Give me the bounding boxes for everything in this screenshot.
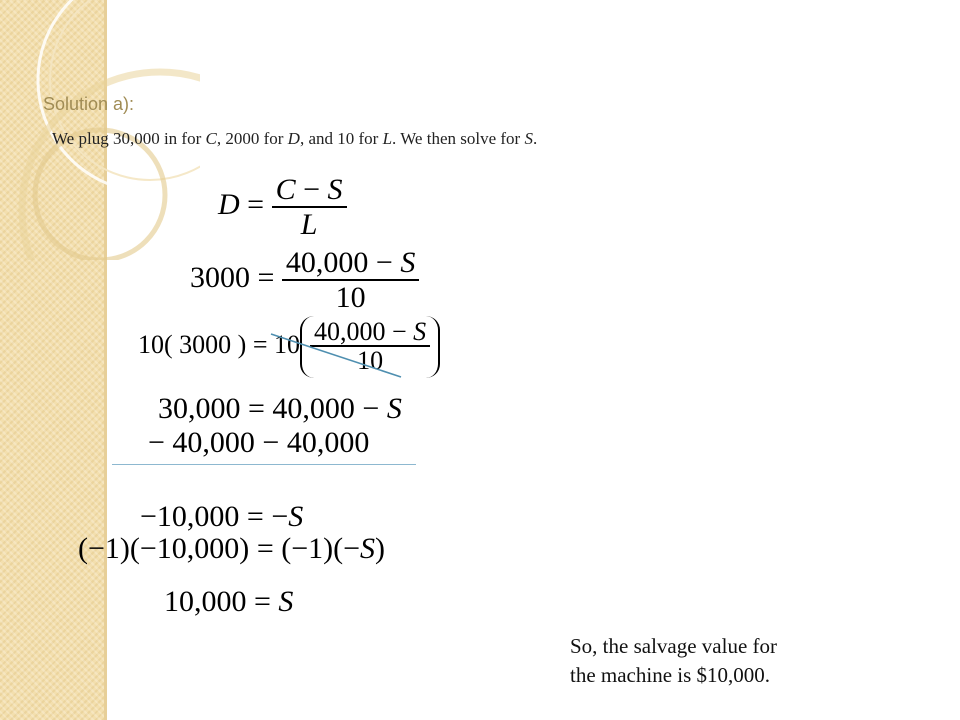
equation-simplified: 30,000 = 40,000 − S bbox=[158, 392, 402, 425]
equation-multiply-both-sides: 10( 3000 ) = 10 $\frac{40,000 - S}{10}$ bbox=[138, 316, 440, 378]
conclusion-text bbox=[570, 632, 860, 690]
equation-subtract-step: − 40,000 − 40,000 bbox=[148, 426, 370, 459]
conclusion-line-1: So, the salvage value for bbox=[570, 634, 778, 658]
conclusion-line-2: the machine is $10,000. bbox=[570, 663, 771, 687]
equation-multiply-negative-one: (−1)(−10,000) = (−1)(−S) bbox=[78, 532, 386, 565]
problem-statement: We plug 30,000 in for C, 2000 for D, and 10 for L. We then solve for S. bbox=[52, 129, 538, 148]
equation-difference: −10,000 = −S bbox=[140, 500, 304, 533]
equation-depreciation-formula: D = $\frac{C - S}{L}$ bbox=[218, 174, 347, 241]
slide-title: Solution a): bbox=[43, 94, 135, 114]
sum-divider-line bbox=[112, 464, 416, 465]
equation-final-answer: 10,000 = S bbox=[164, 585, 294, 618]
equation-substituted: 3000 = $\frac{40,000 - S}{10}$ bbox=[190, 247, 419, 314]
